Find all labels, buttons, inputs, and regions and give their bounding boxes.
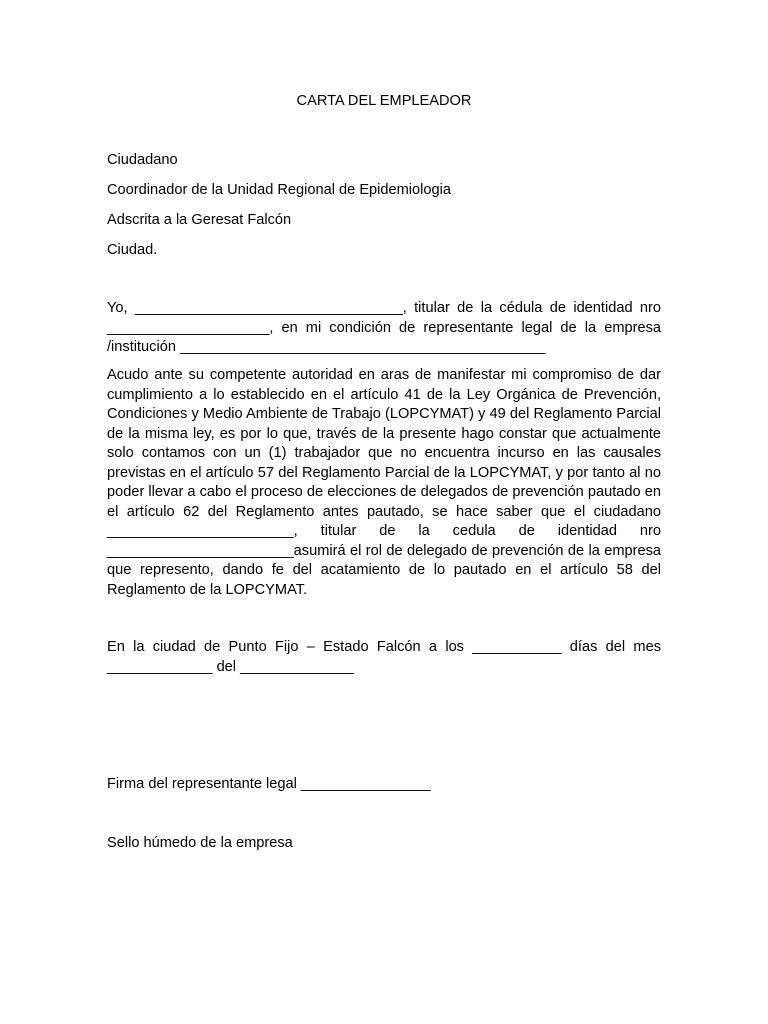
recipient-line-3: Adscrita a la Geresat Falcón xyxy=(107,212,292,228)
recipient-line-4: Ciudad. xyxy=(107,242,158,258)
recipient-line-1: Ciudadano xyxy=(107,152,178,168)
seal-line: Sello húmedo de la empresa xyxy=(107,835,293,851)
commitment-paragraph: Acudo ante su competente autoridad en aras de manifestar mi compromiso de dar cumplimiento a lo establecido en el artículo 41 de la Ley Orgánica de Prevención, Condiciones y Medio Ambiente de Trabajo (LOPCYMAT) y 49 del Reglamento Parcial de la misma ley, es por lo que, través de la presente hago constar que actualmente solo contamos con un (1) trabajador que no encuentra incurso en las causales previstas en el artículo 57 del Reglamento Parcial de la LOPCYMAT, y por tanto al no poder llevar a cabo el proceso de elecciones de delegados de prevención pautado en el artículo 62 del Reglamento antes pautado, se hace saber que el ciudadano _______________________, titular de la cedula de identidad nro _______________________asumirá el rol de delegado de prevención de la empresa que represento, dando fe del acatamiento de lo pautado en el artículo 58 del Reglamento de la LOPCYMAT. xyxy=(107,367,661,598)
recipient-line-2: Coordinador de la Unidad Regional de Epidemiologia xyxy=(107,182,451,198)
signature-line: Firma del representante legal ________________ xyxy=(107,776,431,792)
document-title: CARTA DEL EMPLEADOR xyxy=(296,93,472,109)
date-paragraph: En la ciudad de Punto Fijo – Estado Falcón a los ___________ días del mes _____________ del ______________ xyxy=(107,639,661,675)
declaration-paragraph: Yo, _________________________________, titular de la cédula de identidad nro ____________________, en mi condición de representante legal de la empresa /institución _____________________________________________ xyxy=(107,300,661,355)
